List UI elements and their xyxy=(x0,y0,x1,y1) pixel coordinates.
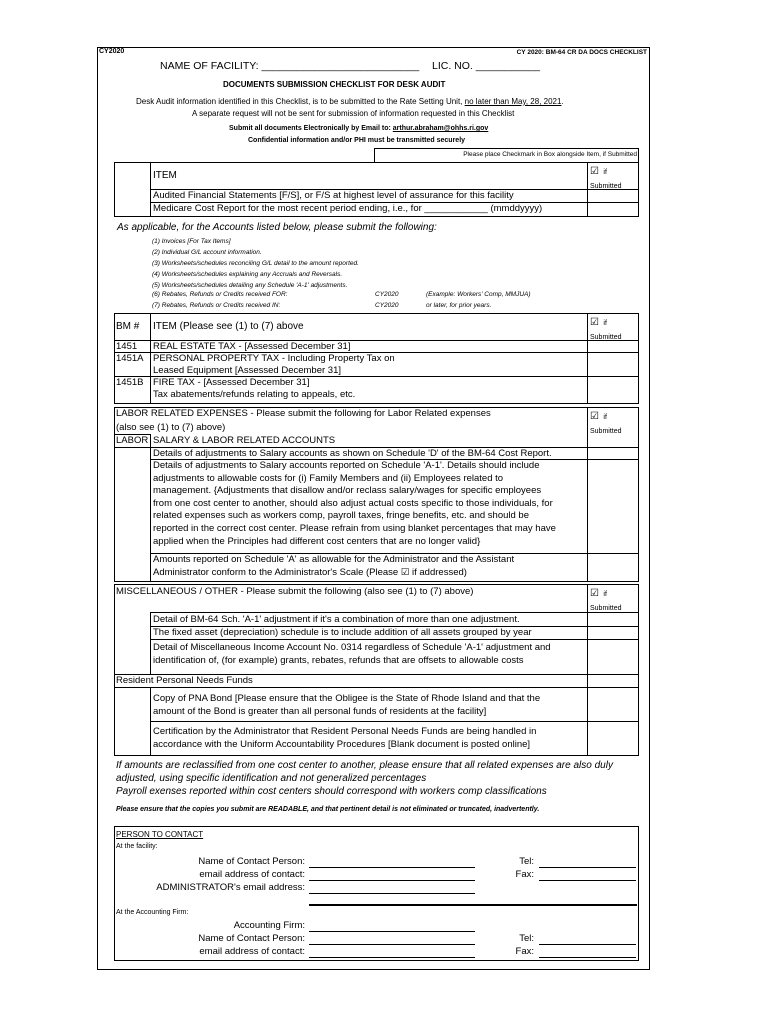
contact-email-label: email address of contact: xyxy=(199,869,305,880)
firm-label: Accounting Firm: xyxy=(233,920,305,931)
list-item-note: or later, for prior years. xyxy=(426,302,492,309)
bm-code: 1451B xyxy=(116,377,144,388)
firm-section-label: At the Accounting Firm: xyxy=(116,909,189,916)
table-row: Copy of PNA Bond [Please ensure that the Obligee is the State of Rhode Island and that the amount of the Bond is greater than all personal funds of residents at the facility] xyxy=(153,693,541,717)
labor-title: SALARY & LABOR RELATED ACCOUNTS xyxy=(153,435,336,446)
tel-label: Tel: xyxy=(519,856,534,867)
page-title: DOCUMENTS SUBMISSION CHECKLIST FOR DESK AUDIT xyxy=(223,80,446,89)
firm-contact-name-input[interactable] xyxy=(309,934,475,945)
checkbox-salary-d[interactable] xyxy=(589,448,635,458)
checkmark-note: Please place Checkmark in Box alongside Item, if Submitted xyxy=(463,151,637,158)
year-label: CY2020 xyxy=(99,48,125,55)
intro-text: Desk Audit information identified in this Checklist, is to be submitted to the Rate Setting Unit, no later than May, 28, 2021. xyxy=(136,97,564,106)
accounts-heading: As applicable, for the Accounts listed below, please submit the following: xyxy=(117,222,437,233)
pnf-label: Resident Personal Needs Funds xyxy=(116,675,253,686)
submit-email-link[interactable]: arthur.abraham@ohhs.ri.gov xyxy=(392,125,489,132)
admin-email-label: ADMINISTRATOR's email address: xyxy=(156,882,305,893)
intro-text-2: A separate request will not be sent for submission of information requested in this Checklist xyxy=(192,109,515,118)
payroll-note: Payroll exenses reported within cost centers should correspond with workers comp classifications xyxy=(116,786,547,797)
check-header-3: ☑ if Submitted xyxy=(590,411,622,435)
checkbox-certification[interactable] xyxy=(589,723,635,753)
checkbox-fixed-asset[interactable] xyxy=(589,628,635,638)
checkbox-1451[interactable] xyxy=(589,342,635,351)
firm-contact-name-label: Name of Contact Person: xyxy=(198,933,305,944)
table-row: FIRE TAX - [Assessed December 31] Tax abatements/refunds relating to appeals, etc. xyxy=(153,377,356,400)
table-row: Details of adjustments to Salary accounts reported on Schedule 'A-1'. Details should include adjustments to allowable costs for (i) Family Members and (ii) Employees related to management. {Adjustments that disallow and/or reclass salary/wages for specific employees from one cost center to another, should also adjust actual costs specific to those individuals, for related expenses such as workers comp, payroll taxes, fringe benefits, etc. and should be reported in the correct cost center. Please refrain from using blanket percentages that may have applied when the Principles had different cost centers that are no longer valid} xyxy=(153,460,556,547)
bm-code: 1451A xyxy=(116,353,144,364)
firm-input[interactable] xyxy=(309,921,475,932)
table-row: Amounts reported on Schedule 'A' as allowable for the Administrator and the Assistant Administrator conform to the Administrator's Scale (Please ☑ if addressed) xyxy=(153,554,515,578)
labor-label: LABOR xyxy=(116,435,149,446)
table-row: Audited Financial Statements [F/S], or F/S at highest level of assurance for this facility xyxy=(153,190,514,201)
contact-email-input[interactable] xyxy=(309,870,475,881)
checkbox-medicare-report[interactable] xyxy=(589,204,635,214)
table-row: Details of adjustments to Salary accounts as shown on Schedule 'D' of the BM-64 Cost Report. xyxy=(153,448,552,459)
confidential-note: Confidential information and/or PHI must be transmitted securely xyxy=(248,137,466,144)
readable-note: Please ensure that the copies you submit are READABLE, and that pertinent detail is not eliminated or truncated, inadvertently. xyxy=(116,806,540,813)
list-item-note: (Example: Workers' Comp, MMJUA) xyxy=(426,291,531,298)
checkbox-misc-income[interactable] xyxy=(589,641,635,673)
reclass-note: If amounts are reclassified from one cost center to another, please ensure that all related expenses are also duly xyxy=(116,760,613,771)
table-row: PERSONAL PROPERTY TAX - Including Property Tax on Leased Equipment [Assessed December 31] xyxy=(153,353,395,376)
list-item-year: CY2020 xyxy=(375,302,399,309)
list-item-year: CY2020 xyxy=(375,291,399,298)
license-number-field[interactable]: LIC. NO. ___________ xyxy=(432,60,540,72)
tel-input[interactable] xyxy=(539,857,636,868)
check-header-1: ☑ if Submitted xyxy=(590,166,622,190)
table-row: The fixed asset (depreciation) schedule is to include addition of all assets grouped by year xyxy=(153,627,532,638)
fax-label: Fax: xyxy=(515,869,534,880)
separator xyxy=(309,904,637,906)
firm-email-input[interactable] xyxy=(309,947,475,958)
contact-name-label: Name of Contact Person: xyxy=(198,856,305,867)
contact-title: PERSON TO CONTACT xyxy=(116,830,204,839)
misc-header: MISCELLANEOUS / OTHER - Please submit the following (also see (1) to (7) above) xyxy=(116,586,474,597)
accounts-list: (1) Invoices [For Tax Items] (2) Individual G/L account information. (3) Worksheets/schedules reconciling G/L detail to the amount reported. (4) Worksheets/schedules explaining any Accruals and Reversals. (5) Worksheets/schedules detailing any Schedule 'A-1' adjustments. xyxy=(152,238,359,289)
labor-header: LABOR RELATED EXPENSES - Please submit the following for Labor Related expenses xyxy=(116,408,491,419)
checkbox-a1-detail[interactable] xyxy=(589,614,635,625)
firm-email-label: email address of contact: xyxy=(199,946,305,957)
check-header-4: ☑ if Submitted xyxy=(590,588,622,612)
fax-input[interactable] xyxy=(539,870,636,881)
table-row: Certification by the Administrator that Resident Personal Needs Funds are being handled in accordance with the Uniform Accountability Procedures [Blank document is posted online] xyxy=(153,726,537,750)
doc-reference: CY 2020: BM-64 CR DA DOCS CHECKLIST xyxy=(516,49,647,56)
labor-header-2: (also see (1) to (7) above) xyxy=(116,422,226,433)
firm-tel-label: Tel: xyxy=(519,933,534,944)
firm-tel-input[interactable] xyxy=(539,934,636,945)
contact-name-input[interactable] xyxy=(309,857,475,868)
firm-fax-label: Fax: xyxy=(515,946,534,957)
reclass-note-2: adjusted, using specific identification and not generalized percentages xyxy=(116,773,427,784)
checkbox-1451a[interactable] xyxy=(589,354,635,375)
facility-contact-label: At the facility: xyxy=(116,843,158,850)
list-item: (7) Rebates, Refunds or Credits received IN: xyxy=(152,302,281,309)
item-header-2: ITEM (Please see (1) to (7) above xyxy=(153,321,304,332)
list-item: (6) Rebates, Refunds or Credits received FOR: xyxy=(152,291,288,298)
facility-name-field[interactable]: NAME OF FACILITY: ___________________________ xyxy=(160,60,420,72)
checkbox-admin-scale[interactable] xyxy=(589,554,635,579)
table-row: Detail of Miscellaneous Income Account No. 0314 regardless of Schedule 'A-1' adjustment and identification of, (for example) grants, rebates, refunds that are offsets to allowable costs xyxy=(153,642,551,666)
item-header: ITEM xyxy=(153,170,177,181)
checkbox-salary-a1[interactable] xyxy=(589,460,635,552)
table-row: Detail of BM-64 Sch. 'A-1' adjustment if it's a combination of more than one adjustment. xyxy=(153,614,520,625)
check-header-2: ☑ if Submitted xyxy=(590,317,622,341)
firm-fax-input[interactable] xyxy=(539,947,636,958)
bm-header: BM # xyxy=(116,321,140,332)
bm-code: 1451 xyxy=(116,341,138,352)
admin-email-input[interactable] xyxy=(309,883,475,894)
table-row: REAL ESTATE TAX - [Assessed December 31] xyxy=(153,341,351,352)
table-row: Medicare Cost Report for the most recent period ending, i.e., for ____________ (mmddyyyy) xyxy=(153,203,543,214)
checkbox-pna-bond[interactable] xyxy=(589,689,635,720)
checkbox-audited-fs[interactable] xyxy=(589,191,635,201)
deadline: no later than May, 28, 2021 xyxy=(464,97,562,106)
submit-instruction: Submit all documents Electronically by Email to: arthur.abraham@ohhs.ri.gov xyxy=(229,125,489,132)
checkbox-1451b[interactable] xyxy=(589,378,635,401)
